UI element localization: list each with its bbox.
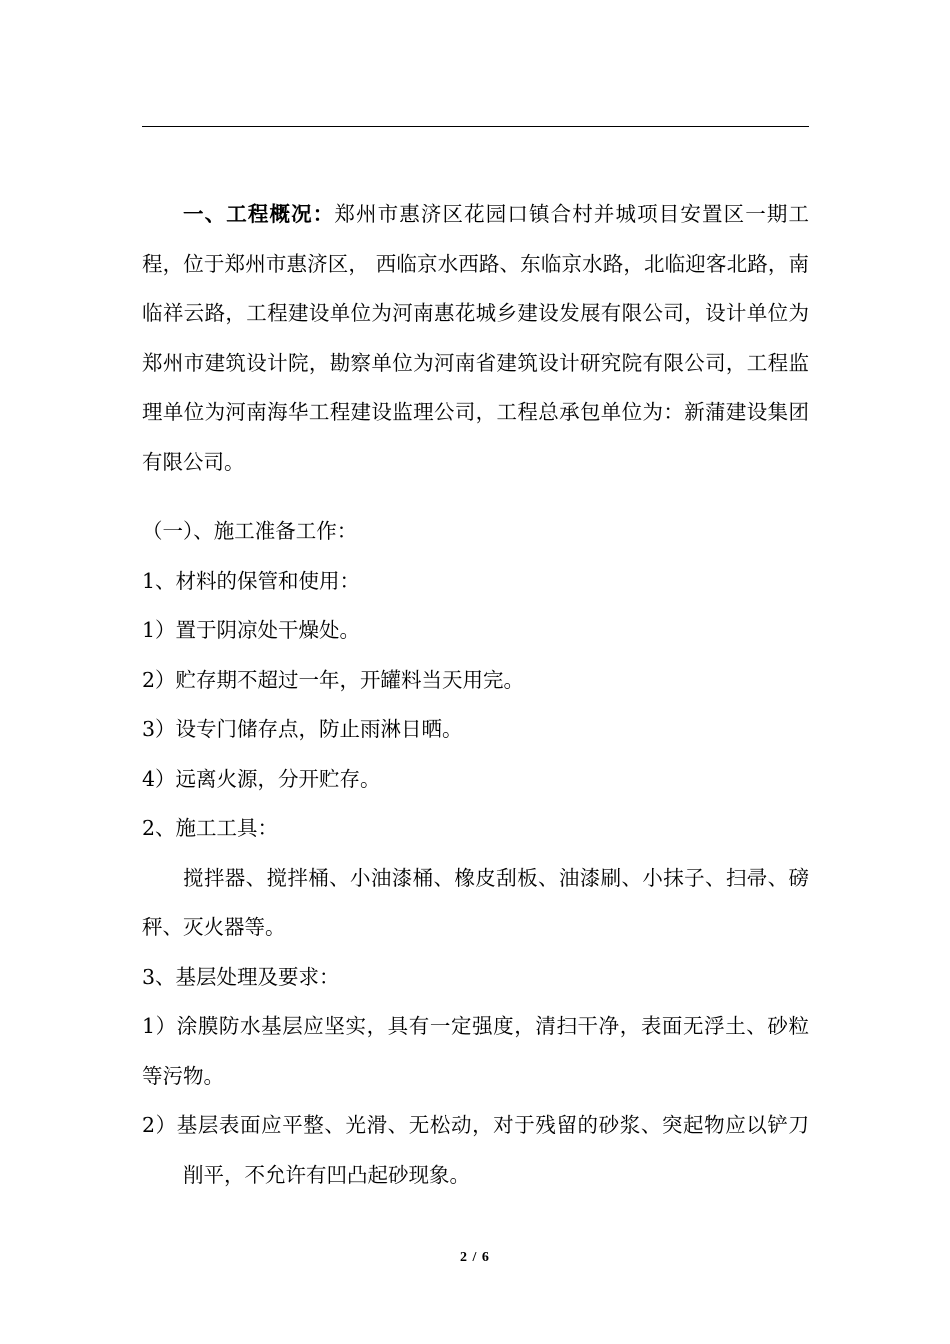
overview-paragraph xyxy=(142,190,809,487)
base-title: 3、基层处理及要求： xyxy=(142,964,340,989)
list-item: 4）远离火源，分开贮存。 xyxy=(142,766,381,791)
tools-title: 2、施工工具： xyxy=(142,816,279,840)
section-title: （一）、施工准备工作： xyxy=(142,519,358,543)
list-item: 2）基层表面应平整、光滑、无松动，对于残留的砂浆、突起物应以铲刀削平，不允许有凹凸起砂现象。 xyxy=(142,1113,809,1187)
header-rule xyxy=(142,126,809,127)
list-item: 1）置于阴凉处干燥处。 xyxy=(142,618,361,642)
tools-text: 搅拌器、搅拌桶、小油漆桶、橡皮刮板、油漆刷、小抹子、扫帚、磅秤、灭火器等。 xyxy=(142,865,809,939)
page-indicator: 2 / 6 xyxy=(460,1250,490,1265)
overview-heading: 一、工程概况： xyxy=(183,202,335,226)
list-item: 3）设专门储存点，防止雨淋日晒。 xyxy=(142,717,463,741)
overview-text: 郑州市惠济区花园口镇合村并城项目安置区一期工程，位于郑州市惠济区， 西临京水西路、东临京水路，北临迎客北路，南临祥云路，工程建设单位为河南惠花城乡建设发展有限公司，设计单位为郑州市建筑设计院，勘察单位为河南省建筑设计研究院有限公司，工程监理单位为河南海华工程建设监理公司，工程总承包单位为：新蒲建设集团有限公司。 xyxy=(142,202,809,474)
materials-title: 1、材料的保管和使用： xyxy=(142,568,361,593)
list-item: 2）贮存期不超过一年，开罐料当天用完。 xyxy=(142,667,525,692)
list-item: 1）涂膜防水基层应坚实，具有一定强度，清扫干净，表面无浮土、砂粒等污物。 xyxy=(142,1014,809,1088)
document-body xyxy=(142,190,809,1200)
spacer xyxy=(142,487,809,507)
